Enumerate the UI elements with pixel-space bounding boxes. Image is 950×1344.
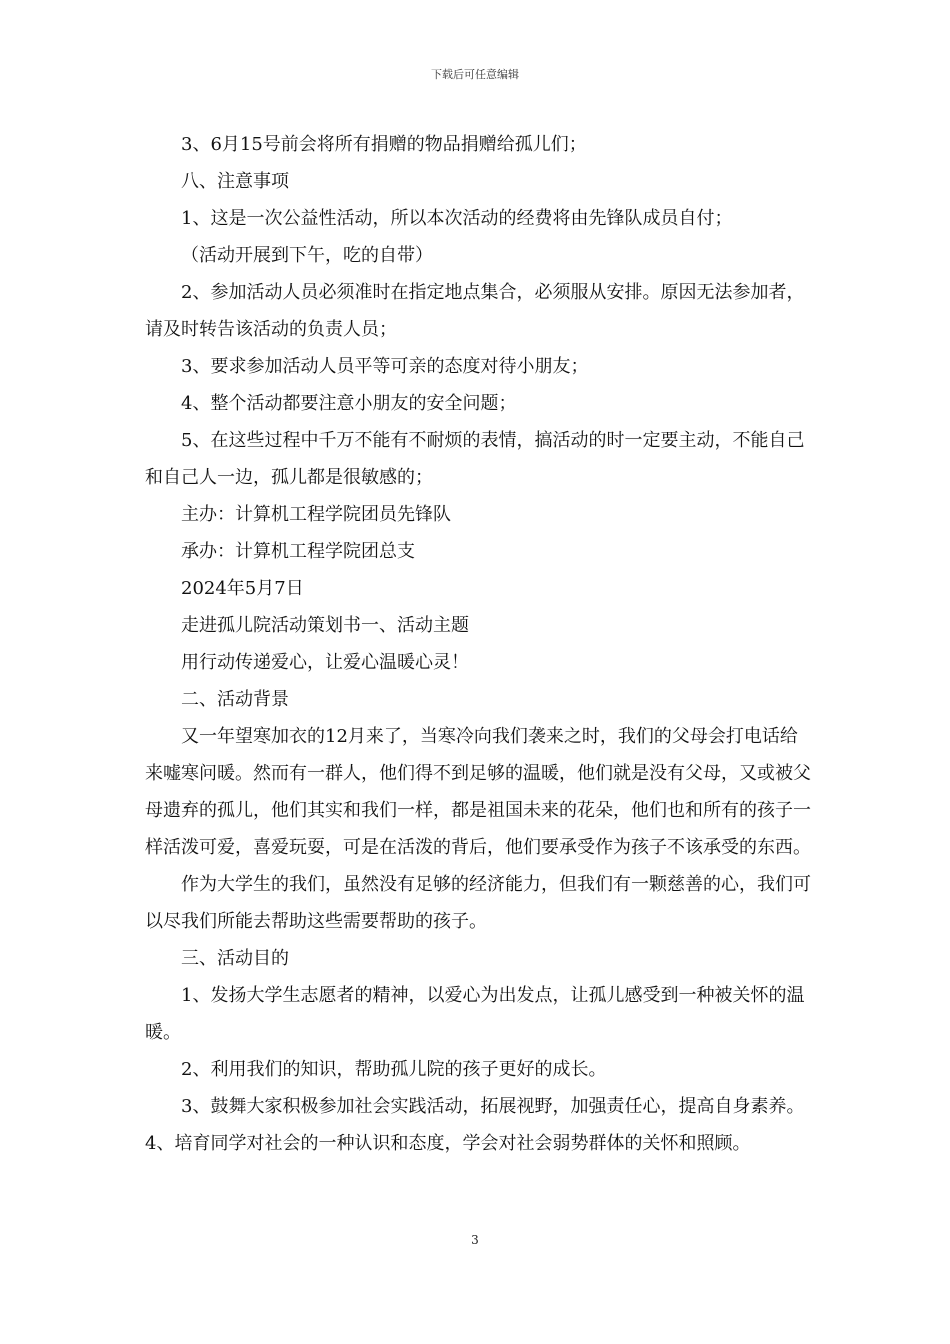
paragraph: 1、发扬大学生志愿者的精神，以爱心为出发点，让孤儿感受到一种被关怀的温暖。	[145, 985, 805, 1043]
paragraph: 2、参加活动人员必须准时在指定地点集合，必须服从安排。原因无法参加者，请及时转告该活动的负责人员；	[145, 282, 805, 340]
paragraph: 作为大学生的我们，虽然没有足够的经济能力，但我们有一颗慈善的心，我们可以尽我们所能去帮助这些需要帮助的孩子。	[145, 874, 811, 932]
paragraph: 3、6月15号前会将所有捐赠的物品捐赠给孤儿们；	[181, 134, 587, 155]
section-heading: 三、活动目的	[181, 948, 289, 969]
paragraph: 5、在这些过程中千万不能有不耐烦的表情，搞活动的时一定要主动，不能自己和自己人一边，孤儿都是很敏感的；	[145, 430, 805, 488]
page-header: 下载后可任意编辑	[431, 68, 519, 81]
paragraph: （活动开展到下午，吃的自带）	[181, 245, 433, 266]
page-number: 3	[471, 1233, 479, 1247]
paragraph: 3、鼓舞大家积极参加社会实践活动，拓展视野，加强责任心，提高自身素养。4、培育同学对社会的一种认识和态度，学会对社会弱势群体的关怀和照顾。	[145, 1096, 805, 1154]
section-heading: 二、活动背景	[181, 689, 289, 710]
co-organizer-line: 承办：计算机工程学院团总支	[181, 541, 415, 562]
paragraph: 4、整个活动都要注意小朋友的安全问题；	[181, 393, 517, 414]
paragraph: 又一年望寒加衣的12月来了，当寒冷向我们袭来之时，我们的父母会打电话给来嘘寒问暖。然而有一群人，他们得不到足够的温暖，他们就是没有父母，又或被父母遗弃的孤儿，他们其实和我们一样，都是祖国未来的花朵，他们也和所有的孩子一样活泼可爱，喜爱玩耍，可是在活泼的背后，他们要承受作为孩子不该承受的东西。	[145, 726, 811, 858]
section-heading: 走进孤儿院活动策划书一、活动主题	[181, 615, 469, 636]
paragraph: 1、这是一次公益性活动，所以本次活动的经费将由先锋队成员自付；	[181, 208, 733, 229]
paragraph: 2、利用我们的知识，帮助孤儿院的孩子更好的成长。	[181, 1059, 607, 1080]
document-body	[145, 126, 811, 1162]
date-line: 2024年5月7日	[181, 578, 304, 599]
paragraph: 3、要求参加活动人员平等可亲的态度对待小朋友；	[181, 356, 589, 377]
paragraph: 用行动传递爱心，让爱心温暖心灵！	[181, 652, 469, 673]
section-heading: 八、注意事项	[181, 171, 289, 192]
organizer-line: 主办：计算机工程学院团员先锋队	[181, 504, 451, 525]
